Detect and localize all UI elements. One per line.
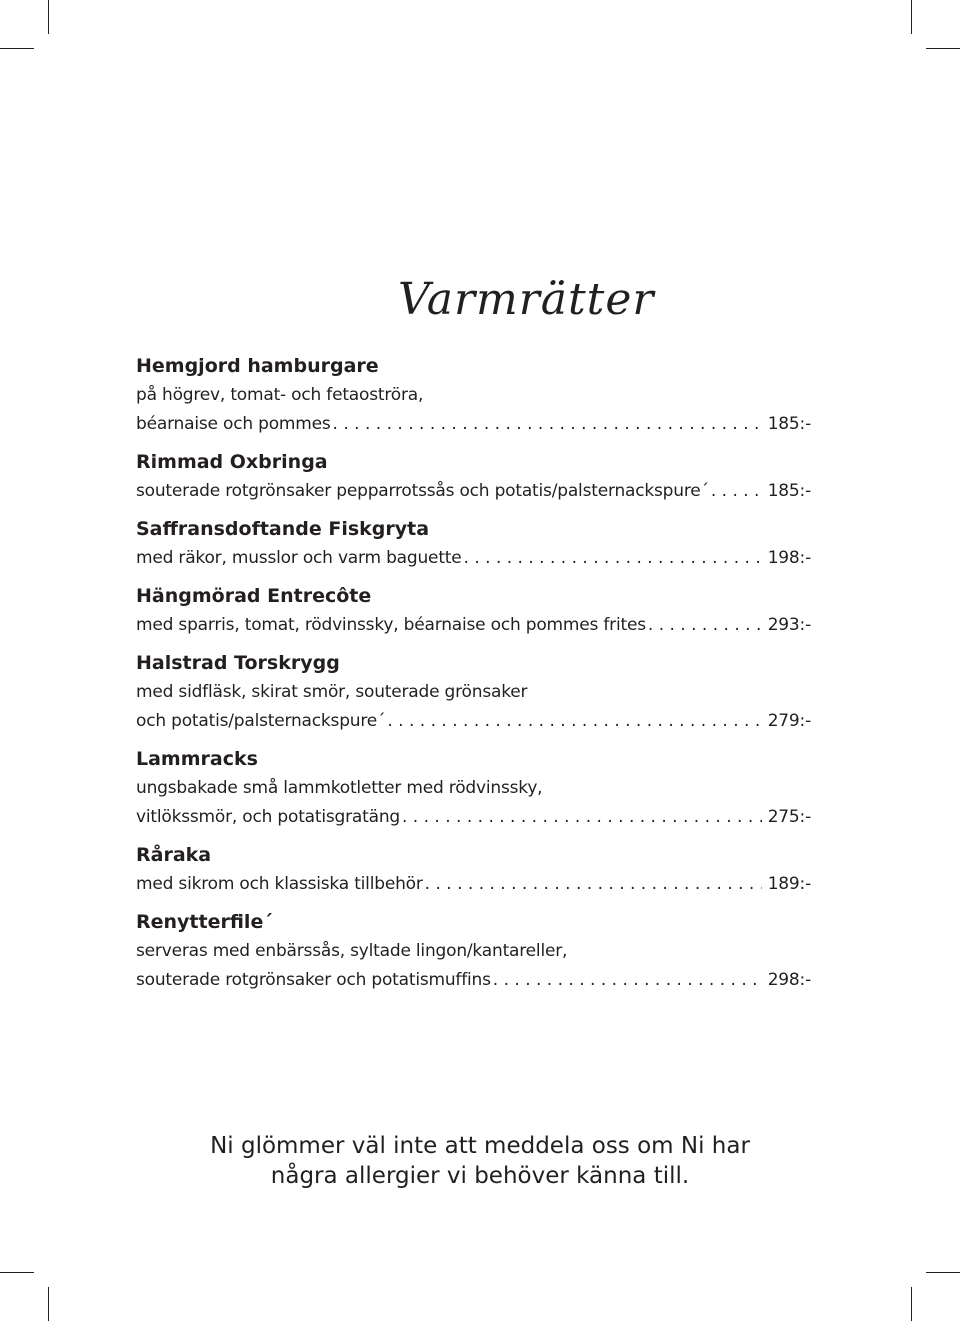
dish-price: 275:- (767, 807, 811, 827)
crop-mark (48, 1287, 49, 1321)
dish-description: ungsbakade små lammkotletter med rödvinssky, (136, 778, 543, 798)
dish-item (136, 745, 811, 832)
dish-price: 185:- (767, 481, 811, 501)
dish-name: Hängmörad Entrecôte (136, 585, 372, 607)
dish-item (136, 649, 811, 736)
dish-name: Lammracks (136, 748, 258, 770)
allergy-notice-line: några allergier vi behöver känna till. (270, 1163, 690, 1189)
dish-description: med räkor, musslor och varm baguette (136, 548, 462, 568)
dish-price-line (136, 410, 811, 439)
dish-price-line (136, 870, 811, 899)
dish-item (136, 448, 811, 506)
crop-mark (926, 1272, 960, 1273)
dish-description: på högrev, tomat- och fetaoströra, (136, 385, 424, 405)
dish-item (136, 515, 811, 573)
crop-mark (48, 0, 49, 34)
dish-description: med sikrom och klassiska tillbehör (136, 874, 423, 894)
dish-description: med sparris, tomat, rödvinssky, béarnaise och pommes frites (136, 615, 646, 635)
menu-title-text: Varmrätter (398, 274, 655, 325)
dish-price-line (136, 707, 811, 736)
crop-mark (911, 1287, 912, 1321)
dish-description: serveras med enbärssås, syltade lingon/kantareller, (136, 941, 568, 961)
dish-name: Råraka (136, 844, 212, 866)
dish-price: 198:- (767, 548, 811, 568)
dish-name: Hemgjord hamburgare (136, 355, 379, 377)
dish-price-line (136, 803, 811, 832)
dish-item (136, 582, 811, 640)
dish-item (136, 352, 811, 439)
dot-leader (423, 870, 762, 899)
allergy-notice (0, 1131, 960, 1191)
allergy-notice-line: Ni glömmer väl inte att meddela oss om Ni har (210, 1133, 750, 1159)
dish-price-line (136, 477, 811, 506)
crop-mark (911, 0, 912, 34)
dot-leader (400, 803, 762, 832)
dish-name: Rimmad Oxbringa (136, 451, 328, 473)
dish-description: med sidfläsk, skirat smör, souterade grönsaker (136, 682, 528, 702)
dish-name: Renytterfile´ (136, 911, 273, 933)
dish-description: souterade rotgrönsaker och potatismuffins (136, 970, 491, 990)
dot-leader (385, 707, 761, 736)
dish-item (136, 908, 811, 995)
dish-price: 185:- (767, 414, 811, 434)
dish-description: souterade rotgrönsaker pepparrotssås och potatis/palsternackspure´ (136, 481, 709, 501)
dish-description: béarnaise och pommes (136, 414, 331, 434)
dish-price: 189:- (767, 874, 811, 894)
dish-name: Halstrad Torskrygg (136, 652, 340, 674)
dish-price: 279:- (767, 711, 811, 731)
dot-leader (491, 966, 762, 995)
dish-name: Saffransdoftande Fiskgryta (136, 518, 430, 540)
dot-leader (709, 477, 762, 506)
dish-price: 298:- (767, 970, 811, 990)
crop-mark (0, 48, 34, 49)
dish-price-line (136, 611, 811, 640)
crop-mark (926, 48, 960, 49)
dot-leader (331, 410, 762, 439)
dot-leader (646, 611, 762, 640)
dish-item (136, 841, 811, 899)
dish-list (136, 352, 811, 1004)
crop-mark (0, 1272, 34, 1273)
dish-description: vitlökssmör, och potatisgratäng (136, 807, 400, 827)
dish-price-line (136, 544, 811, 573)
dot-leader (462, 544, 762, 573)
dish-price-line (136, 966, 811, 995)
dish-description: och potatis/palsternackspure´ (136, 711, 386, 731)
dish-price: 293:- (767, 615, 811, 635)
